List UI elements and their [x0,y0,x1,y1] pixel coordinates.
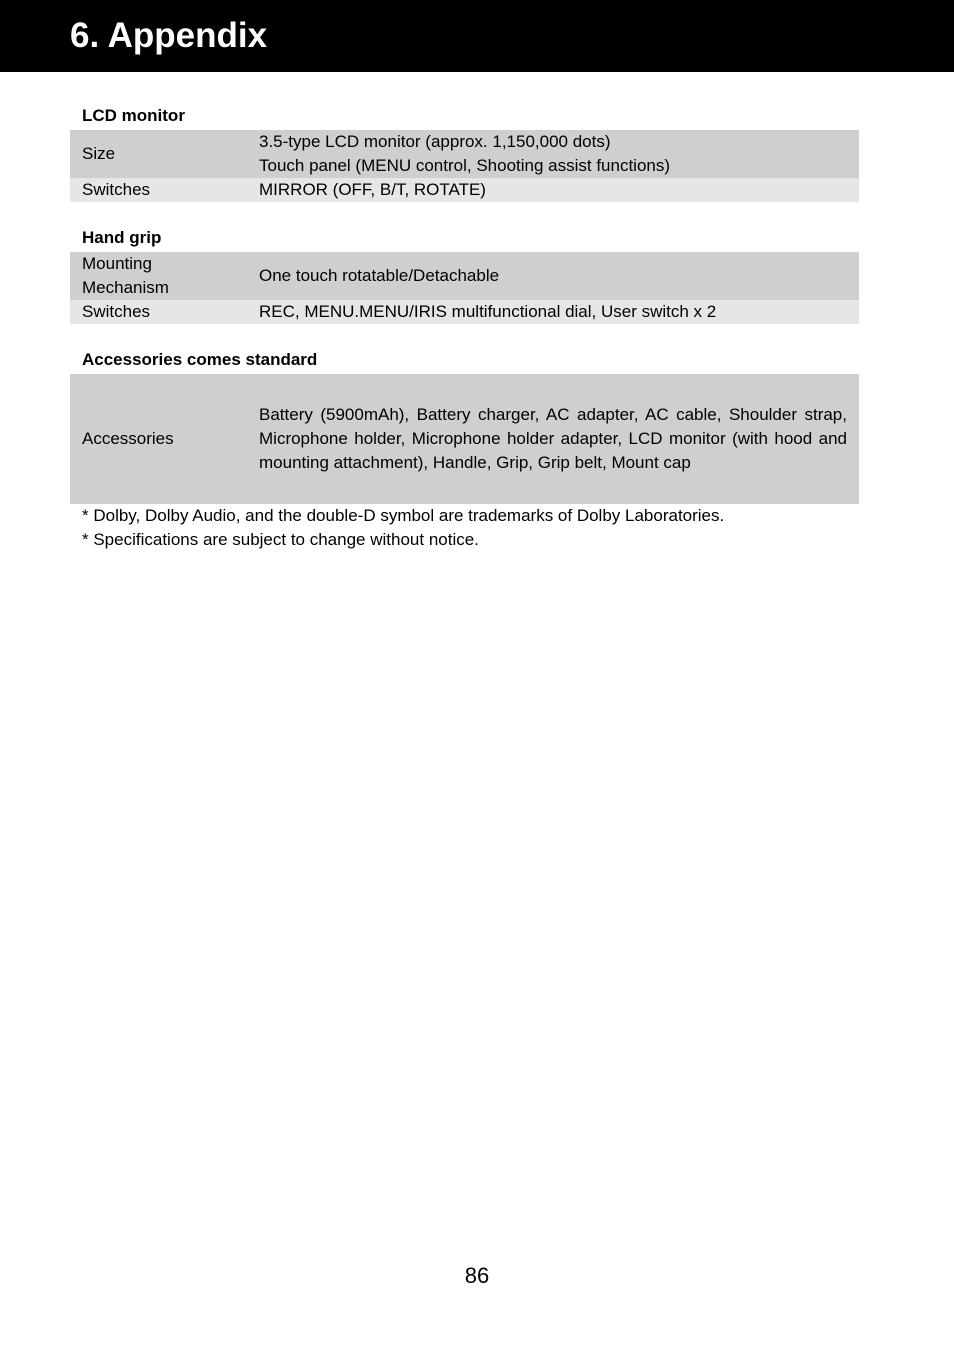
row-value [247,130,859,178]
row-label: Size [82,144,116,163]
footnotes [70,504,859,552]
spec-content [70,104,859,552]
row-label-line: Mounting [82,254,152,273]
row-label: Accessories [82,429,174,448]
section-title-hand-grip: Hand grip [82,228,162,247]
row-value: One touch rotatable/Detachable [259,266,500,285]
section-gap [70,324,859,348]
table-row [70,300,859,324]
hand-grip-table [70,252,859,324]
row-value: Battery (5900mAh), Battery charger, AC adapter, AC cable, Shoulder strap, Microphone holder, Microphone holder adapter, LCD monitor (with hood and mounting attachment), Handle, Grip, Grip belt, Mount cap [259,405,847,472]
page-number: 86 [464,1263,490,1288]
row-label: Switches [82,180,151,199]
header-bar [0,0,954,72]
table-row [70,374,859,504]
row-value: MIRROR (OFF, B/T, ROTATE) [259,180,486,199]
section-gap [70,202,859,226]
section-title-lcd-monitor: LCD monitor [82,106,185,125]
lcd-monitor-table [70,130,859,202]
table-row [70,130,859,178]
footnote: * Dolby, Dolby Audio, and the double-D symbol are trademarks of Dolby Laboratories. [82,506,725,525]
row-label: Switches [82,302,151,321]
footnote: * Specifications are subject to change without notice. [82,530,479,549]
row-value-line: 3.5-type LCD monitor (approx. 1,150,000 dots) [259,132,611,151]
table-row [70,252,859,300]
row-value: REC, MENU.MENU/IRIS multifunctional dial, User switch x 2 [259,302,717,321]
table-row [70,178,859,202]
row-value-line: Touch panel (MENU control, Shooting assist functions) [259,156,671,175]
row-label [70,252,247,300]
row-label-line: Mechanism [82,278,169,297]
section-title-accessories: Accessories comes standard [82,350,318,369]
accessories-table [70,374,859,504]
page-title: 6. Appendix [70,16,268,55]
